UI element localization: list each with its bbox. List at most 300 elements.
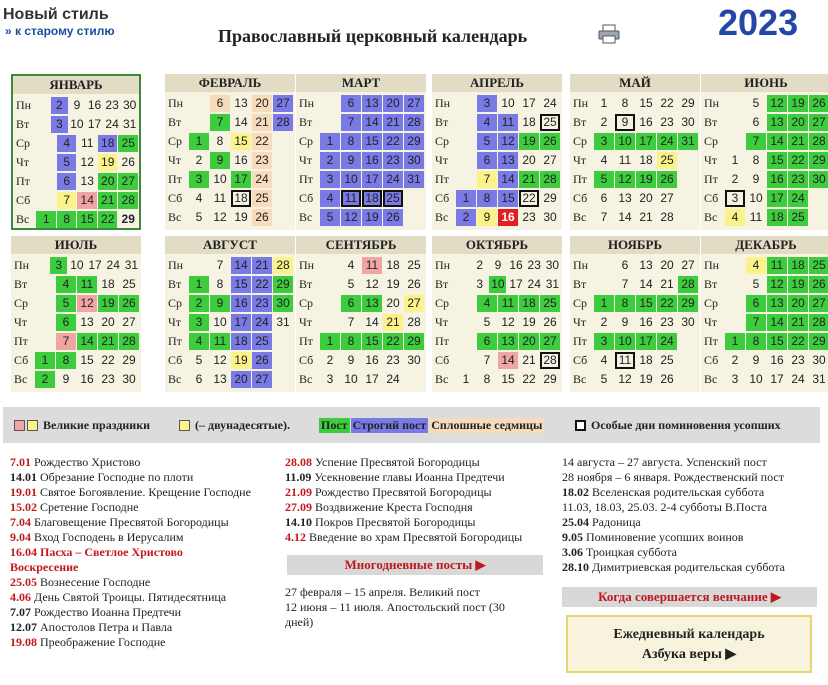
day-cell: 3 — [189, 171, 209, 188]
azbuka-link[interactable]: Азбука веры ▶ — [641, 647, 737, 662]
day-cell: 8 — [341, 333, 361, 350]
day-cell: 1 — [456, 190, 476, 207]
day-cell: 13 — [498, 152, 518, 169]
day-cell: 29 — [404, 333, 424, 350]
day-cell: 6 — [341, 95, 361, 112]
weekday-label: Вт — [16, 117, 30, 131]
month-card — [432, 236, 562, 392]
day-cell: 18 — [362, 190, 382, 207]
print-icon[interactable] — [598, 24, 620, 44]
day-cell: 9 — [210, 152, 230, 169]
day-cell: 30 — [681, 115, 695, 129]
day-cell: 7 — [746, 133, 766, 150]
day-cell: 9 — [341, 152, 361, 169]
day-cell: 23 — [252, 152, 272, 169]
day-cell: 23 — [252, 295, 272, 312]
day-cell: 9 — [347, 353, 355, 367]
holiday-name: Воздвижение Креста Господня — [315, 500, 473, 514]
day-cell: 28 — [809, 133, 828, 150]
day-cell: 21 — [522, 353, 536, 367]
day-cell: 19 — [98, 295, 118, 312]
day-cell: 26 — [657, 171, 677, 188]
day-cell: 26 — [809, 276, 828, 293]
day-cell: 28 — [678, 276, 698, 293]
day-cell: 3 — [594, 333, 614, 350]
day-cell: 22 — [519, 190, 539, 207]
day-cell: 10 — [501, 96, 515, 110]
empty-day — [453, 276, 470, 293]
day-cell: 18 — [788, 257, 808, 274]
weekday-label: Пн — [435, 258, 451, 272]
weekday-label: Пт — [14, 334, 28, 348]
day-cell: 6 — [600, 191, 608, 205]
empty-day — [36, 135, 56, 152]
month-card — [296, 236, 426, 392]
day-cell: 26 — [407, 277, 421, 291]
day-cell: 7 — [477, 171, 497, 188]
weekday-label: Ср — [704, 134, 719, 148]
month-name: СЕНТЯБРЬ — [296, 236, 426, 254]
day-cell: 4 — [56, 276, 76, 293]
month-name: ИЮНЬ — [701, 74, 828, 92]
day-cell: 5 — [56, 295, 76, 312]
day-cell: 30 — [273, 295, 293, 312]
day-cell: 8 — [57, 211, 77, 228]
day-cell: 18 — [98, 135, 118, 152]
day-cell: 20 — [519, 333, 539, 350]
month-card — [11, 74, 141, 230]
day-cell: 13 — [767, 295, 787, 312]
day-cell: 3 — [476, 277, 484, 291]
swatch-twelve-icon — [179, 420, 190, 431]
day-cell: 13 — [362, 95, 382, 112]
weekday-label: Сб — [14, 353, 29, 367]
day-cell: 1 — [725, 333, 745, 350]
day-cell: 12 — [618, 372, 632, 386]
day-cell: 5 — [594, 171, 614, 188]
day-cell: 26 — [660, 372, 674, 386]
day-cell: 12 — [767, 276, 787, 293]
weekday-label: Вт — [704, 277, 718, 291]
day-cell: 5 — [195, 353, 203, 367]
weekday-label: Пт — [704, 334, 718, 348]
day-cell: 10 — [749, 372, 763, 386]
day-cell: 2 — [326, 353, 334, 367]
day-cell: 1 — [189, 133, 209, 150]
month-name: АПРЕЛЬ — [432, 74, 562, 92]
empty-day — [453, 257, 470, 274]
day-cell: 4 — [189, 333, 209, 350]
month-name: НОЯБРЬ — [570, 236, 700, 254]
day-cell: 3 — [477, 95, 497, 112]
day-cell: 10 — [615, 333, 635, 350]
legend-post: Пост — [321, 418, 348, 432]
empty-day — [189, 114, 209, 131]
weekday-label: Чт — [168, 153, 182, 167]
legend-twelve-label: (– двунадесятые). — [195, 418, 290, 432]
day-cell: 3 — [725, 190, 745, 207]
weekday-label: Чт — [704, 315, 718, 329]
weekday-label: Пт — [16, 174, 30, 188]
day-cell: 24 — [543, 96, 557, 110]
holiday-name: Успение Пресвятой Богородицы — [315, 455, 480, 469]
day-cell: 5 — [320, 209, 340, 226]
weekday-label: Вс — [573, 372, 587, 386]
wedding-link[interactable]: Когда совершается венчание ▶ — [562, 587, 817, 607]
empty-day — [33, 97, 50, 114]
day-cell: 15 — [362, 333, 382, 350]
day-cell: 20 — [231, 371, 251, 388]
day-cell: 15 — [231, 133, 251, 150]
weekday-label: Ср — [299, 296, 314, 310]
day-cell: 13 — [80, 315, 94, 329]
weekday-label: Ср — [573, 134, 588, 148]
day-cell: 22 — [98, 211, 118, 228]
day-cell: 2 — [320, 152, 340, 169]
empty-day — [456, 133, 476, 150]
day-cell: 31 — [276, 315, 290, 329]
old-style-link[interactable]: » к старому стилю — [5, 24, 115, 38]
empty-day — [456, 171, 476, 188]
day-cell: 17 — [636, 133, 656, 150]
day-cell: 21 — [519, 171, 539, 188]
day-cell: 7 — [210, 114, 230, 131]
day-cell: 14 — [77, 333, 97, 350]
empty-day — [189, 257, 209, 274]
day-cell: 28 — [118, 192, 138, 209]
day-cell: 19 — [522, 315, 536, 329]
day-cell: 27 — [273, 95, 293, 112]
empty-day — [594, 276, 614, 293]
day-cell: 18 — [767, 209, 787, 226]
day-cell: 12 — [213, 210, 227, 224]
day-cell: 23 — [383, 152, 403, 169]
day-cell: 24 — [105, 117, 119, 131]
legend-solid: Сплошные седмицы — [431, 418, 543, 432]
day-cell: 15 — [77, 211, 97, 228]
day-cell: 30 — [123, 98, 137, 112]
day-cell: 26 — [383, 209, 403, 226]
month-name: МАЙ — [570, 74, 700, 92]
holiday-item — [10, 575, 251, 590]
day-cell: 17 — [231, 171, 251, 188]
empty-day — [725, 114, 745, 131]
day-cell: 5 — [195, 210, 203, 224]
day-cell: 4 — [600, 353, 608, 367]
day-cell: 12 — [767, 95, 787, 112]
day-cell: 22 — [252, 133, 272, 150]
weekday-label: Ср — [573, 296, 588, 310]
holiday-item — [285, 470, 522, 485]
day-cell: 25 — [118, 135, 138, 152]
holiday-name: Обрезание Господне по плоти — [40, 470, 194, 484]
day-cell: 2 — [456, 209, 476, 226]
day-cell: 15 — [80, 353, 94, 367]
legend-memorial — [575, 418, 781, 433]
day-cell: 16 — [87, 98, 102, 112]
day-cell: 4 — [57, 135, 77, 152]
holiday-item — [10, 500, 251, 515]
legend-great — [14, 418, 150, 433]
empty-day — [456, 333, 476, 350]
day-cell: 16 — [770, 353, 784, 367]
month-card — [570, 74, 700, 230]
empty-day — [32, 257, 49, 274]
day-cell: 18 — [639, 353, 653, 367]
style-switch — [3, 6, 115, 38]
empty-day — [456, 352, 476, 369]
day-cell: 27 — [681, 258, 695, 272]
day-cell: 17 — [522, 96, 536, 110]
weekday-label: Пн — [168, 96, 184, 110]
day-cell: 11 — [767, 257, 787, 274]
day-cell: 29 — [543, 191, 557, 205]
day-cell: 1 — [594, 295, 614, 312]
day-cell: 20 — [788, 114, 808, 131]
day-cell: 4 — [725, 209, 745, 226]
day-cell: 3 — [51, 116, 68, 133]
holiday-date: 19.08 — [10, 635, 37, 649]
holiday-name: День Святой Троицы. Пятидесятница — [34, 590, 227, 604]
day-cell: 28 — [404, 114, 424, 131]
weekday-label: Сб — [704, 353, 719, 367]
weekday-label: Чт — [14, 315, 28, 329]
empty-day — [36, 173, 56, 190]
day-cell: 6 — [621, 258, 629, 272]
day-cell: 31 — [124, 258, 139, 272]
weekday-label: Чт — [299, 153, 313, 167]
day-cell: 13 — [213, 372, 227, 386]
day-cell: 24 — [527, 277, 541, 291]
day-cell: 26 — [809, 95, 828, 112]
day-cell: 1 — [731, 153, 739, 167]
weekday-label: Ср — [168, 134, 183, 148]
empty-day — [35, 333, 55, 350]
day-cell: 6 — [746, 295, 766, 312]
day-cell: 2 — [600, 315, 608, 329]
day-cell: 6 — [210, 95, 230, 112]
day-cell: 25 — [383, 190, 403, 207]
empty-day — [725, 295, 745, 312]
day-cell: 25 — [407, 258, 421, 272]
day-cell: 9 — [477, 209, 497, 226]
empty-day — [320, 257, 340, 274]
day-cell: 24 — [657, 133, 677, 150]
day-cell: 29 — [809, 152, 828, 169]
day-cell: 14 — [618, 210, 632, 224]
day-cell: 16 — [80, 372, 94, 386]
swatch-memorial-icon — [575, 420, 586, 431]
day-cell: 10 — [213, 172, 227, 186]
holiday-item — [10, 560, 251, 575]
day-cell: 24 — [788, 190, 808, 207]
weekday-label: Сб — [168, 191, 183, 205]
day-cell: 21 — [98, 192, 118, 209]
day-cell: 1 — [320, 333, 340, 350]
day-cell: 16 — [767, 171, 787, 188]
holiday-name: Святое Богоявление. Крещение Господне — [40, 485, 251, 499]
day-cell: 14 — [498, 171, 518, 188]
day-cell: 3 — [189, 314, 209, 331]
day-cell: 23 — [101, 372, 115, 386]
weekday-label: Ср — [435, 296, 450, 310]
day-cell: 19 — [788, 95, 808, 112]
holiday-name: Апостолов Петра и Павла — [40, 620, 173, 634]
day-cell: 12 — [77, 295, 97, 312]
day-cell: 25 — [540, 295, 560, 312]
day-cell: 29 — [681, 96, 695, 110]
day-cell: 9 — [752, 172, 760, 186]
daily-calendar-link[interactable]: Ежедневный календарь — [613, 627, 765, 642]
holiday-item — [10, 590, 251, 605]
day-cell: 8 — [621, 96, 629, 110]
day-cell: 18 — [231, 190, 251, 207]
day-cell: 27 — [118, 173, 138, 190]
holiday-date: 7.04 — [10, 515, 31, 529]
day-cell: 16 — [362, 152, 382, 169]
day-cell: 25 — [122, 277, 136, 291]
day-cell: 20 — [383, 95, 403, 112]
legend-twelve — [179, 418, 290, 433]
weekday-label: Сб — [299, 191, 314, 205]
day-cell: 16 — [231, 295, 251, 312]
day-cell: 4 — [600, 153, 608, 167]
day-cell: 9 — [210, 295, 230, 312]
day-cell: 4 — [746, 257, 766, 274]
day-cell: 3 — [326, 372, 334, 386]
day-cell: 10 — [341, 171, 361, 188]
month-card — [432, 74, 562, 230]
day-cell: 27 — [404, 95, 424, 112]
weekday-label: Пн — [573, 96, 589, 110]
day-cell: 9 — [62, 372, 70, 386]
day-cell: 1 — [320, 133, 340, 150]
month-name: АВГУСТ — [165, 236, 295, 254]
day-cell: 10 — [615, 133, 635, 150]
day-cell: 30 — [812, 353, 826, 367]
day-cell: 28 — [273, 114, 293, 131]
day-cell: 16 — [365, 353, 379, 367]
empty-day — [725, 95, 745, 112]
day-cell: 1 — [35, 352, 55, 369]
day-cell: 9 — [621, 315, 629, 329]
day-cell: 30 — [407, 353, 421, 367]
day-cell: 11 — [498, 295, 518, 312]
memorial-item: 18.02 Вселенская родительская суббота — [562, 485, 765, 499]
weekday-label: Сб — [435, 191, 450, 205]
day-cell: 23 — [105, 98, 119, 112]
weekday-label: Ср — [704, 296, 719, 310]
empty-day — [36, 154, 56, 171]
weekday-label: Вс — [435, 372, 449, 386]
weekday-label: Вс — [435, 210, 449, 224]
weekday-label: Вт — [299, 115, 313, 129]
day-cell: 25 — [252, 333, 272, 350]
day-cell: 20 — [522, 153, 536, 167]
day-cell: 25 — [788, 209, 808, 226]
day-cell: 22 — [522, 372, 536, 386]
weekday-label: Вс — [168, 210, 182, 224]
day-cell: 15 — [362, 133, 382, 150]
holiday-item — [10, 635, 251, 650]
weekday-label: Пн — [14, 258, 30, 272]
day-cell: 19 — [636, 171, 656, 188]
empty-day — [320, 276, 340, 293]
day-cell: 29 — [678, 295, 698, 312]
weekday-label: Пт — [168, 334, 182, 348]
day-cell: 8 — [746, 333, 766, 350]
day-cell: 15 — [767, 333, 787, 350]
memorial-item: 3.06 Троицкая суббота — [562, 545, 677, 559]
day-cell: 29 — [122, 353, 136, 367]
holiday-date: 14.10 — [285, 515, 312, 529]
post-item: 27 февраля – 15 апреля. Великий пост — [285, 585, 480, 599]
day-cell: 19 — [234, 210, 248, 224]
holiday-item — [285, 455, 522, 470]
holiday-item — [10, 620, 251, 635]
day-cell: 12 — [341, 209, 361, 226]
day-cell: 28 — [540, 171, 560, 188]
day-cell: 26 — [252, 352, 272, 369]
day-cell: 29 — [121, 212, 135, 226]
day-cell: 17 — [231, 314, 251, 331]
multiday-posts-link[interactable]: Многодневные посты ▶ — [287, 555, 543, 575]
day-cell: 22 — [788, 152, 808, 169]
weekday-label: Сб — [299, 353, 314, 367]
weekday-label: Вс — [14, 372, 28, 386]
day-cell: 30 — [681, 315, 695, 329]
day-cell: 15 — [767, 152, 787, 169]
day-cell: 20 — [101, 315, 115, 329]
day-cell: 17 — [767, 190, 787, 207]
memorial-item: 14 августа – 27 августа. Успенский пост — [562, 455, 767, 469]
day-cell: 18 — [639, 153, 653, 167]
holiday-name: Пасха – Светлое Христово — [40, 545, 183, 559]
day-cell: 7 — [483, 353, 491, 367]
day-cell: 20 — [660, 258, 674, 272]
holiday-date: 11.09 — [285, 470, 312, 484]
day-cell: 17 — [636, 333, 656, 350]
holiday-date: 12.07 — [10, 620, 37, 634]
day-cell: 21 — [252, 257, 272, 274]
day-cell: 19 — [231, 352, 251, 369]
day-cell: 8 — [752, 153, 760, 167]
weekday-label: Вт — [435, 277, 449, 291]
day-cell: 19 — [788, 276, 808, 293]
holidays-mid — [285, 455, 522, 545]
holiday-date: 14.01 — [10, 470, 37, 484]
day-cell: 4 — [320, 190, 340, 207]
empty-day — [456, 295, 476, 312]
posts-list — [285, 585, 505, 630]
holiday-item — [10, 485, 251, 500]
holiday-date: 4.12 — [285, 530, 306, 544]
weekday-label: Пн — [299, 96, 315, 110]
legend — [3, 407, 820, 443]
day-cell: 17 — [87, 117, 102, 131]
empty-day — [36, 192, 56, 209]
day-cell: 14 — [639, 277, 653, 291]
day-cell: 25 — [660, 353, 674, 367]
day-cell: 5 — [483, 315, 491, 329]
day-cell: 24 — [383, 171, 403, 188]
day-cell: 13 — [362, 295, 382, 312]
weekday-label: Вт — [704, 115, 718, 129]
day-cell: 31 — [678, 133, 698, 150]
empty-day — [35, 314, 55, 331]
holiday-item — [10, 455, 251, 470]
weekday-label: Сб — [573, 191, 588, 205]
